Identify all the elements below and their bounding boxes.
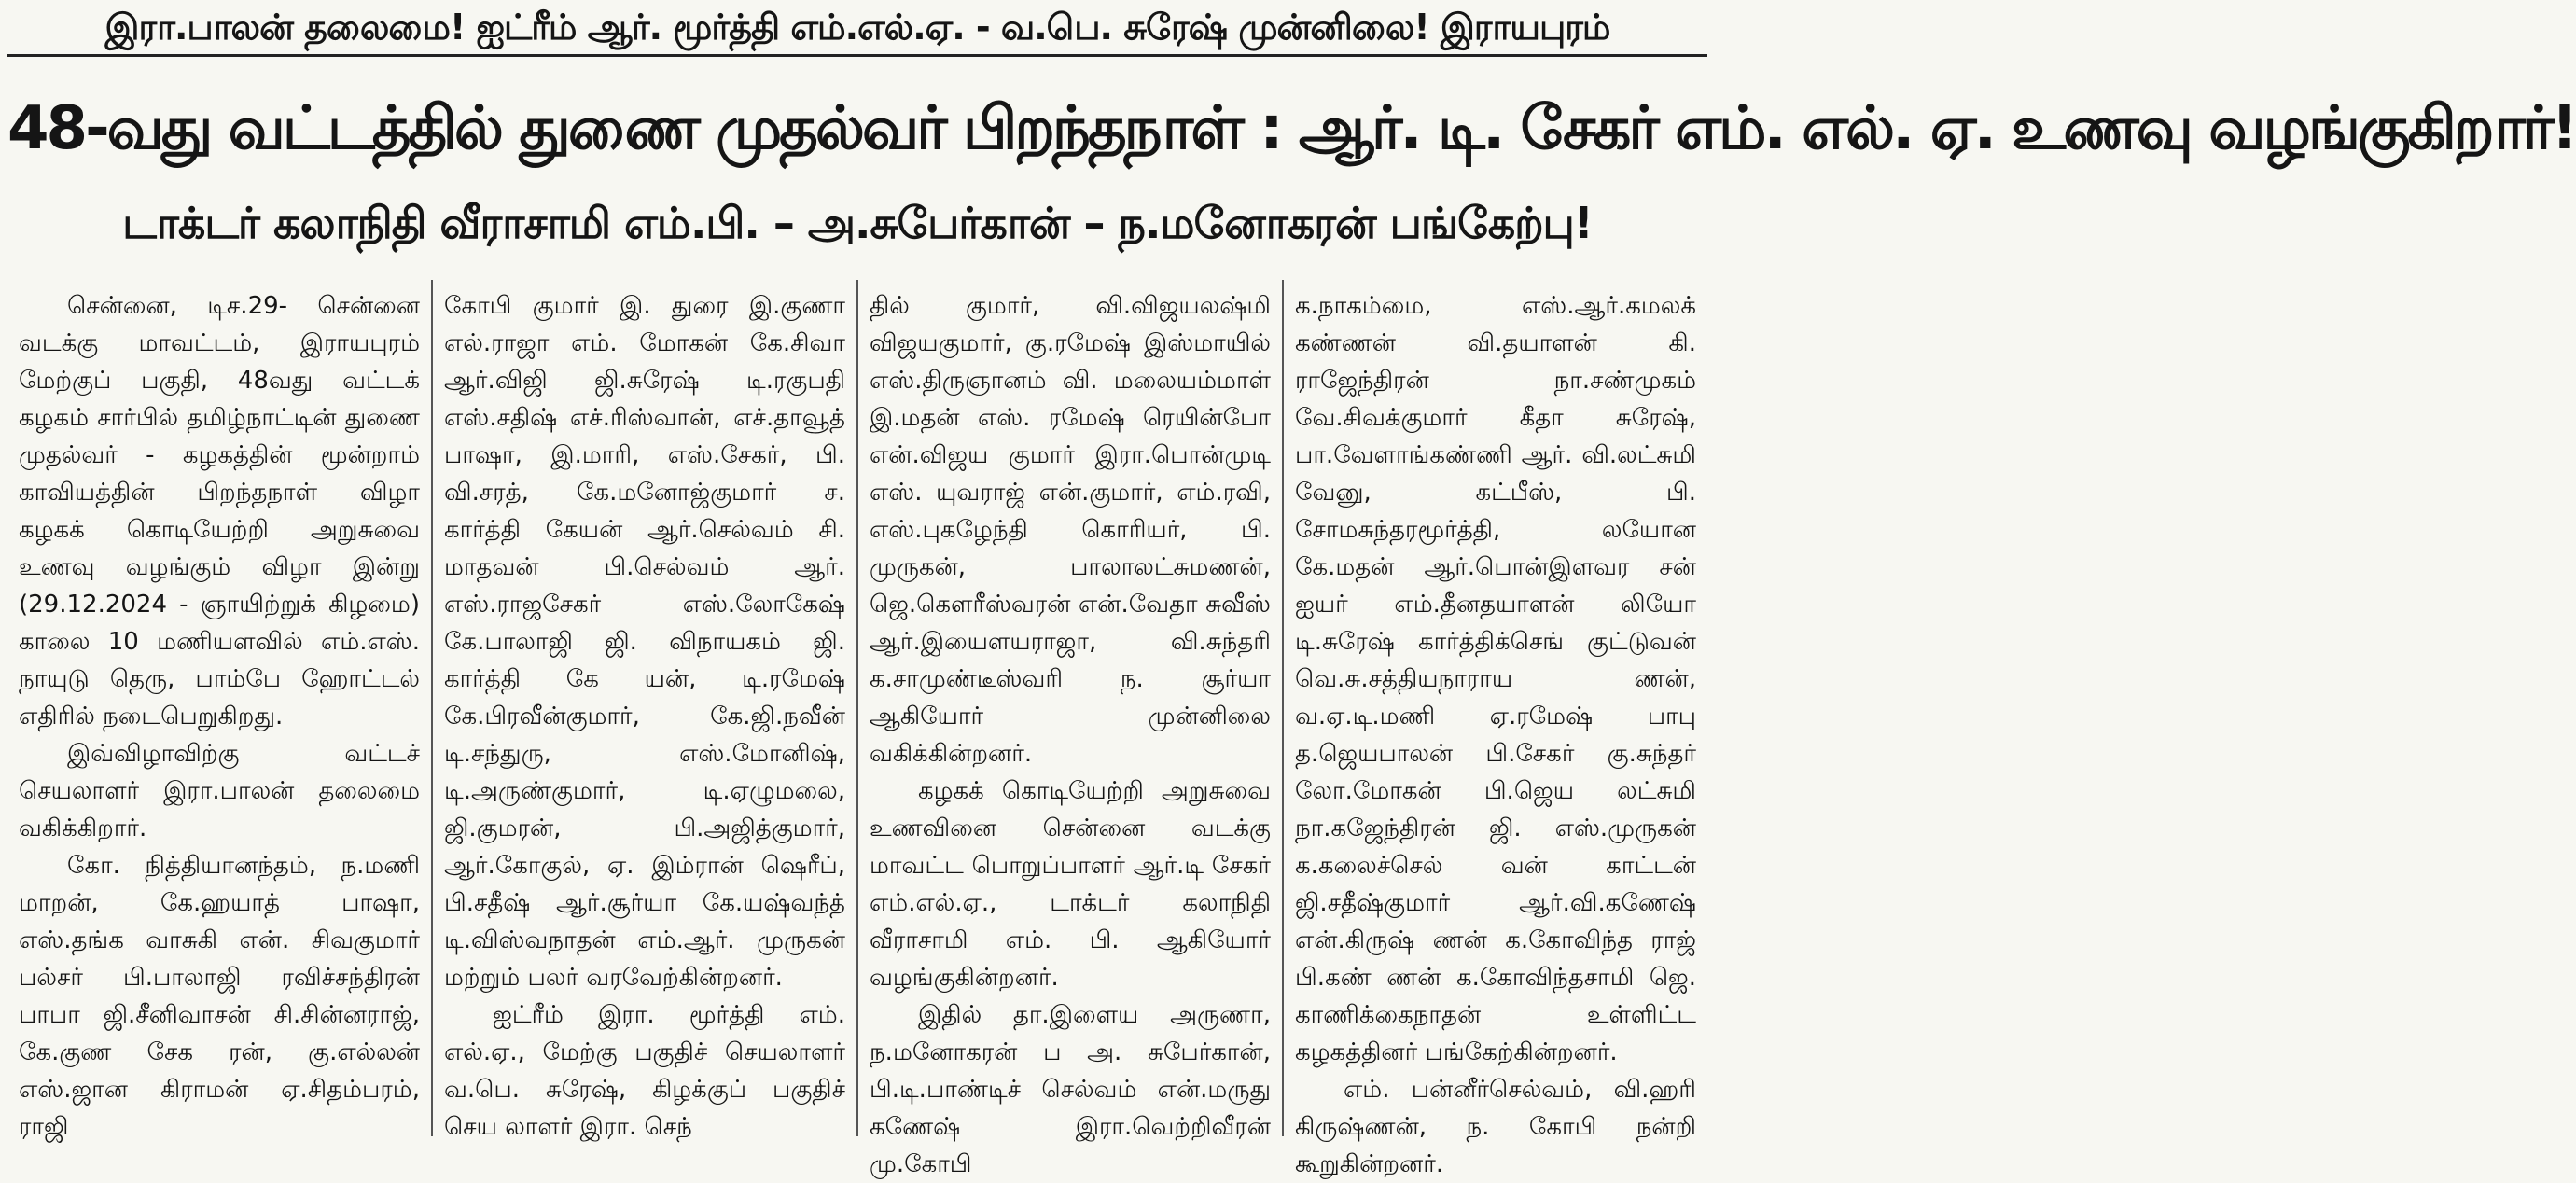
kicker-line: இரா.பாலன் தலைமை! ஐட்ரீம் ஆர். மூர்த்தி எம்.எல்.ஏ. - வ.பெ. சுரேஷ் முன்னிலை! இராயபுரம் xyxy=(7,0,1707,57)
headline: 48-வது வட்டத்தில் துணை முதல்வர் பிறந்தநாள் : ஆர். டி. சேகர் எம். எல். ஏ. உணவு வழங்குகிறார்! xyxy=(7,94,2576,163)
subheadline: டாக்டர் கலாநிதி வீராசாமி எம்.பி. – அ.சுபேர்கான் – ந.மனோகரன் பங்கேற்பு! xyxy=(122,198,1593,248)
paragraph: இதில் தா.இளைய அருணா, ந.மனோகரன் ப அ. சுபேர்கான், பி.டி.பாண்டிச் செல்வம் என்.மருது கணேஷ் இரா.வெற்றிவீரன் மு.கோபி xyxy=(870,1001,1271,1178)
paragraph: ஐட்ரீம் இரா. மூர்த்தி எம். எல்.ஏ., மேற்கு பகுதிச் செயலாளர் வ.பெ. சுரேஷ், கிழக்குப் பகுதிச் செய லாளர் இரா. செந் xyxy=(444,1001,845,1141)
paragraph: எம். பன்னீர்செல்வம், வி.ஹரி கிருஷ்ணன், ந. கோபி நன்றி கூறுகின்றனர். xyxy=(1295,1076,1696,1178)
paragraph: இவ்விழாவிற்கு வட்டச் செயலாளர் இரா.பாலன் தலைமை வகிக்கிறார். xyxy=(19,740,420,842)
paragraph: கோபி குமார் இ. துரை இ.குணா எல்.ராஜா எம். மோகன் கே.சிவா ஆர்.விஜி ஜி.சுரேஷ் டி.ரகுபதி எஸ்.சதிஷ் எச்.ரிஸ்வான், எச்.தாவூத் பாஷா, இ.மாரி, எஸ்.சேகர், பி. வி.சரத், கே.மனோஜ்குமார் ச. கார்த்தி கேயன் ஆர்.செல்வம் சி. மாதவன் பி.செல்வம் ஆர். எஸ்.ராஜசேகர் எஸ்.லோகேஷ் கே.பாலாஜி ஜி. விநாயகம் ஜி. கார்த்தி கே யன், டி.ரமேஷ் கே.பிரவீன்குமார், கே.ஜி.நவீன் டி.சந்துரு, எஸ்.மோனிஷ், டி.அருண்குமார், டி.ஏழுமலை, ஜி.குமரன், பி.அஜித்குமார், ஆர்.கோகுல், ஏ. இம்ரான் ஷெரீப், பி.சதீஷ் ஆர்.சூர்யா கே.யஷ்வந்த் டி.விஸ்வநாதன் எம்.ஆர். முருகன் மற்றும் பலர் வரவேற்கின்றனர். xyxy=(444,292,845,992)
paragraph: கழகக் கொடியேற்றி அறுசுவை உணவினை சென்னை வடக்கு மாவட்ட பொறுப்பாளர் ஆர்.டி சேகர் எம்.எல்.ஏ., டாக்டர் கலாநிதி வீராசாமி எம். பி. ஆகியோர் வழங்குகின்றனர். xyxy=(870,777,1271,992)
column-4 xyxy=(1282,280,1707,1178)
column-1 xyxy=(7,280,431,1141)
paragraph: கோ. நித்தியானந்தம், ந.மணி மாறன், கே.ஹயாத் பாஷா, எஸ்.தங்க வாசுகி என். சிவகுமார் பல்சர் பி.பாலாஜி ரவிச்சந்திரன் பாபா ஜி.சீனிவாசன் சி.சின்னராஜ், கே.குண சேக ரன், கு.எல்லன் எஸ்.ஜான கிராமன் ஏ.சிதம்பரம், ராஜி xyxy=(19,852,420,1141)
column-2 xyxy=(431,280,856,1141)
article-body xyxy=(7,280,1707,1178)
paragraph: சென்னை, டிச.29- சென்னை வடக்கு மாவட்டம், இராயபுரம் மேற்குப் பகுதி, 48வது வட்டக் கழகம் சார்பில் தமிழ்நாட்டின் துணை முதல்வர் - கழகத்தின் மூன்றாம் காவியத்தின் பிறந்தநாள் விழா கழகக் கொடியேற்றி அறுசுவை உணவு வழங்கும் விழா இன்று (29.12.2024 - ஞாயிற்றுக் கிழமை) காலை 10 மணியளவில் எம்.எஸ். நாயுடு தெரு, பாம்பே ஹோட்டல் எதிரில் நடைபெறுகிறது. xyxy=(19,292,420,731)
column-3 xyxy=(856,280,1282,1178)
paragraph: க.நாகம்மை, எஸ்.ஆர்.கமலக் கண்ணன் வி.தயாளன் கி. ராஜேந்திரன் நா.சண்முகம் வே.சிவக்குமார் கீதா சுரேஷ், பா.வேளாங்கண்ணி ஆர். வி.லட்சுமி வேனு, கட்பீஸ், பி. சோமசுந்தரமூர்த்தி, லயோன கே.மதன் ஆர்.பொன்இளவர சன் ஐயர் எம்.தீனதயாளன் லியோ டி.சுரேஷ் கார்த்திக்செங் குட்டுவன் வெ.சு.சத்தியநாராய ணன், வ.ஏ.டி.மணி ஏ.ரமேஷ் பாபு த.ஜெயபாலன் பி.சேகர் கு.சுந்தர் லோ.மோகன் பி.ஜெய லட்சுமி நா.கஜேந்திரன் ஜி. எஸ்.முருகன் க.கலைச்செல் வன் காட்டன் ஜி.சதீஷ்குமார் ஆர்.வி.கணேஷ் என்.கிருஷ் ணன் க.கோவிந்த ராஜ் பி.கண் ணன் க.கோவிந்தசாமி ஜெ. காணிக்கைநாதன் உள்ளிட்ட கழகத்தினர் பங்கேற்கின்றனர். xyxy=(1295,292,1696,1066)
paragraph: தில் குமார், வி.விஜயலஷ்மி விஜயகுமார், கு.ரமேஷ் இஸ்மாயில் எஸ்.திருஞானம் வி. மலையம்மாள் இ.மதன் எஸ். ரமேஷ் ரெயின்போ என்.விஜய குமார் இரா.பொன்முடி எஸ். யுவராஜ் என்.குமார், எம்.ரவி, எஸ்.புகழேந்தி கொரியர், பி. முருகன், பாலாலட்சுமணன், ஜெ.கௌரீஸ்வரன் என்.வேதா சுவீஸ் ஆர்.இயைளயராஜா, வி.சுந்தரி க.சாமுண்டீஸ்வரி ந. சூர்யா ஆகியோர் முன்னிலை வகிக்கின்றனர். xyxy=(870,292,1271,768)
